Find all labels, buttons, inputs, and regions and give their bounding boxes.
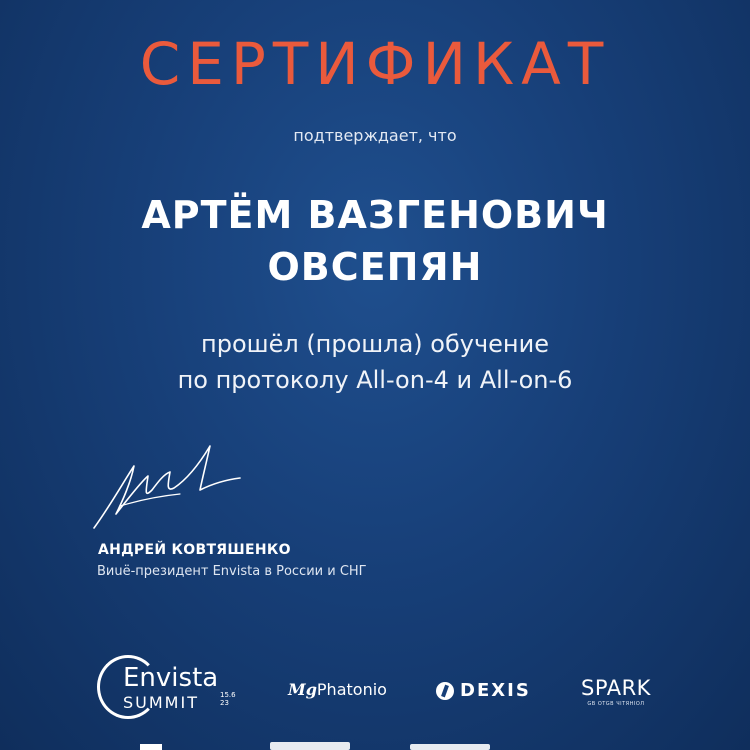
envista-summit-logo <box>97 653 247 723</box>
dexis-logo-icon <box>436 682 454 700</box>
course-line2: по протоколу All-on-4 и All-on-6 <box>177 366 573 394</box>
signature-image <box>90 436 250 536</box>
dexis-word: DEXIS <box>460 680 531 701</box>
envista-word: Envista <box>123 663 219 693</box>
photonio-mark: Mg <box>288 680 317 699</box>
signer-name: АНДРЕЙ КОВТЯШЕНКО <box>98 542 291 558</box>
spark-word: SPARK <box>581 676 651 700</box>
spark-logo <box>571 676 661 707</box>
summit-date: 15.6 23 <box>220 691 236 707</box>
spark-subtitle: GB OTGB ЧIТЯHIOЛ <box>587 701 645 707</box>
recipient-name-line1: АРТЁМ ВАЗГЕНОВИЧ <box>141 193 609 237</box>
certificate-title: СЕРТИФИКАТ <box>139 30 611 98</box>
signer-role: Виuё-президент Envista в России и СНГ <box>97 564 367 579</box>
summit-word: SUMMIT <box>123 693 199 712</box>
photonio-word: Phatonio <box>316 680 387 699</box>
dexis-logo <box>436 680 531 701</box>
course-line1: прошёл (прошла) обучение <box>201 330 549 358</box>
cut-off-logos-row <box>0 738 750 750</box>
photonio-logo <box>288 680 387 699</box>
confirms-text: подтверждает, что <box>293 126 457 145</box>
recipient-name-line2: ОВСЕПЯН <box>267 245 483 289</box>
